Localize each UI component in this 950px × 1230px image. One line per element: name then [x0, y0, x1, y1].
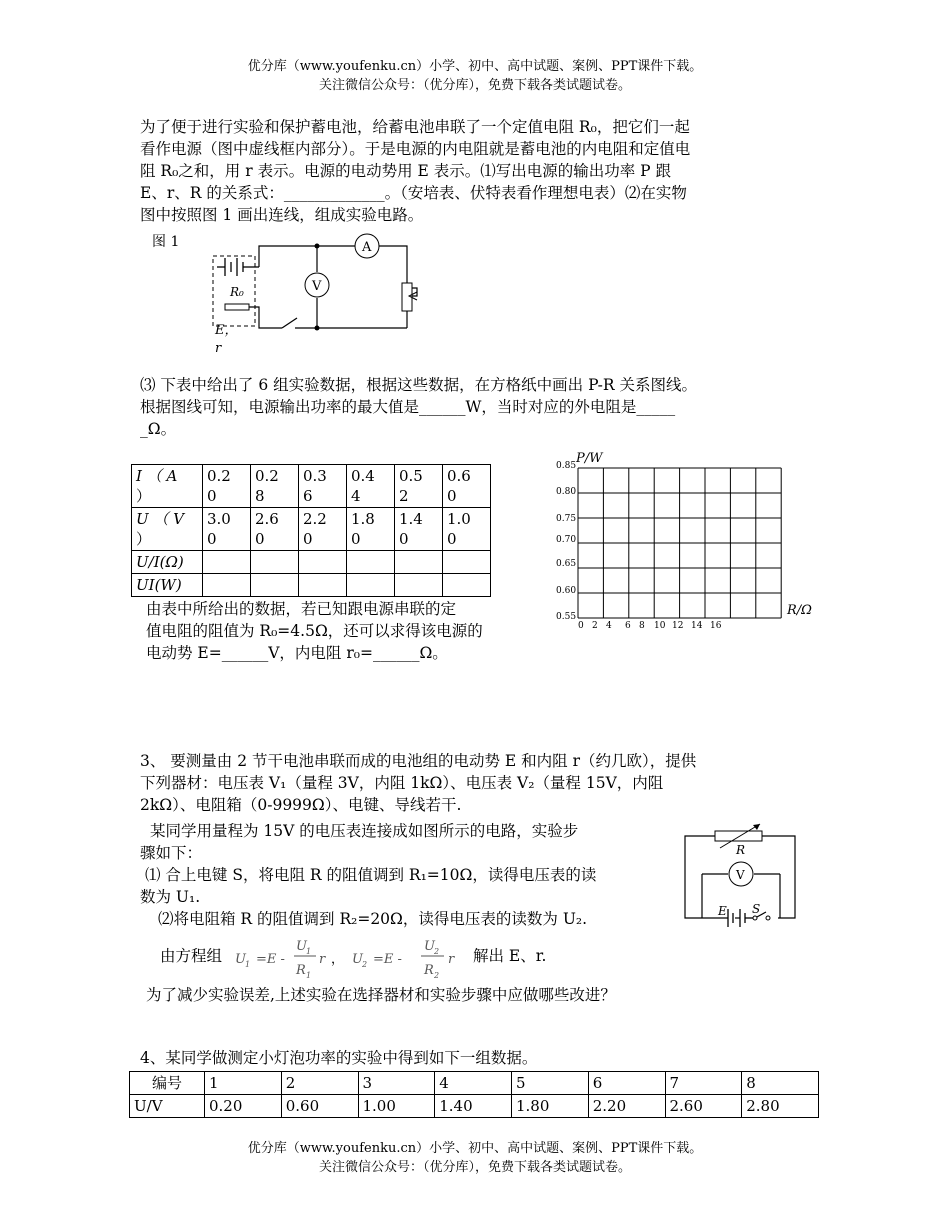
table-header-cell: 6: [588, 1072, 665, 1095]
table-cell: 0.4 4: [347, 465, 395, 508]
svg-text:U: U: [352, 952, 363, 967]
intro-line: E、r、R 的关系式：_____________。（安培表、伏特表看作理想电表）⑵在实物: [140, 184, 687, 202]
table-cell: 0.3 6: [299, 465, 347, 508]
y-tick-label: 0.70: [556, 535, 577, 545]
table-header-cell: 2: [281, 1072, 358, 1095]
x-tick-label: 8: [639, 621, 645, 631]
table-row: [132, 551, 491, 574]
x-tick-label: 12: [672, 621, 684, 631]
r0-resistor-icon: [225, 304, 249, 310]
table-cell: 1.80: [512, 1095, 589, 1118]
table-cell: 0.60: [281, 1095, 358, 1118]
fig2-voltmeter-label: V: [736, 868, 745, 882]
question-3b-text: [140, 750, 820, 816]
data-table-iu: [131, 464, 491, 597]
text-line: 由表中所给出的数据，若已知跟电源串联的定: [146, 600, 457, 618]
x-tick-label: 0: [578, 621, 584, 631]
svg-text:1: 1: [306, 971, 312, 980]
question-3-text: [140, 374, 820, 440]
x-tick-label: 14: [691, 621, 703, 631]
table-cell: 1.00: [358, 1095, 435, 1118]
equation-intro: 由方程组: [160, 947, 223, 965]
table-cell: U/V: [130, 1095, 205, 1118]
table-cell: 1.0 0: [443, 508, 491, 551]
svg-text:=E -: =E -: [256, 952, 285, 967]
q3-line: ⑶ 下表中给出了 6 组实验数据，根据这些数据，在方格纸中画出 P-R 关系图线。: [140, 376, 697, 394]
table-cell: 1.40: [435, 1095, 512, 1118]
x-tick-label: 2: [592, 621, 598, 631]
table-header-cell: 7: [665, 1072, 742, 1095]
table-cell: 3.0 0: [203, 508, 251, 551]
table-header-cell: 4: [435, 1072, 512, 1095]
table-header-cell: 5: [512, 1072, 589, 1095]
equation-solve: 解出 E、r.: [473, 947, 547, 965]
header-line-1: 优分库（www.youfenku.cn）小学、初中、高中试题、案例、PPT课件下载。: [247, 59, 703, 74]
text-line: 下列器材：电压表 V₁（量程 3V，内阻 1kΩ）、电压表 V₂（量程 15V，内阻: [140, 774, 664, 792]
svg-text:2: 2: [362, 960, 368, 969]
y-tick-labels: [556, 461, 576, 622]
svg-text:2: 2: [434, 947, 440, 956]
table-cell: 0.2 0: [203, 465, 251, 508]
svg-text:1: 1: [245, 960, 251, 969]
y-axis-label: P/W: [576, 451, 603, 466]
table-cell: 0.20: [205, 1095, 282, 1118]
table-cell: 2.6 0: [251, 508, 299, 551]
text-line: 3、 要测量由 2 节干电池串联而成的电池组的电动势 E 和内阻 r（约几欧），提供: [140, 752, 697, 770]
svg-text:1: 1: [306, 947, 312, 956]
text-line: 某同学用量程为 15V 的电压表连接成如图所示的电路，实验步: [150, 822, 579, 840]
svg-text:U: U: [235, 952, 246, 967]
battery-icon: [217, 258, 259, 276]
table-header-cell: I （ A ）: [132, 465, 203, 508]
figure-1-circuit: [145, 228, 435, 363]
table-header-cell: UI(W): [132, 574, 203, 597]
figure-2-circuit: [680, 822, 800, 940]
source-e-label: E，: [215, 323, 238, 338]
source-r-label: r: [215, 341, 222, 356]
table-header-cell: 3: [358, 1072, 435, 1095]
lamp-data-table: [129, 1071, 819, 1118]
x-tick-label: 4: [606, 621, 612, 631]
r0-label: R₀: [230, 285, 244, 299]
table-header-cell: U/I(Ω): [132, 551, 203, 574]
intro-line: 看作电源（图中虚线框内部分）。于是电源的内电阻就是蓄电池的内电阻和定值电: [140, 140, 691, 158]
svg-text:2: 2: [434, 971, 440, 980]
x-tick-label: 10: [654, 621, 666, 631]
fig2-battery-icon: [728, 909, 755, 927]
x-tick-label: 6: [625, 621, 631, 631]
table-cell: 2.20: [588, 1095, 665, 1118]
equation-system: [230, 930, 465, 982]
table-cell: 2.60: [665, 1095, 742, 1118]
table-header-row: [130, 1072, 819, 1095]
text-line: 骤如下：: [140, 844, 203, 862]
circuit-wires: [249, 246, 417, 328]
x-axis-label: R/Ω: [787, 603, 812, 618]
footer-line-2: 关注微信公众号：（优分库），免费下载各类试题试卷。: [318, 1160, 631, 1175]
question-4-title: 4、某同学做测定小灯泡功率的实验中得到如下一组数据。: [140, 1049, 538, 1067]
table-cell: 1.4 0: [395, 508, 443, 551]
table-cell: 1.8 0: [347, 508, 395, 551]
table-row: [132, 508, 491, 551]
intro-line: 图中按照图 1 画出连线，组成实验电路。: [140, 206, 424, 224]
x-tick-label: 16: [710, 621, 722, 631]
text-line: 数为 U₁.: [140, 888, 201, 906]
svg-text:r: r: [319, 952, 326, 967]
table-cell: 0.2 8: [251, 465, 299, 508]
table-cell: 0.5 2: [395, 465, 443, 508]
y-tick-label: 0.65: [556, 559, 577, 569]
table-cell: 2.2 0: [299, 508, 347, 551]
after-table-text: [146, 598, 546, 664]
text-line: 电动势 E=______V，内电阻 r₀=______Ω。: [146, 644, 448, 662]
svg-text:，: ，: [331, 952, 345, 967]
question-3b-steps: [140, 820, 670, 930]
y-tick-label: 0.75: [556, 514, 577, 524]
table-row: [132, 574, 491, 597]
question-3b-final: 为了减少实验误差,上述实验在选择器材和实验步骤中应做哪些改进？: [146, 986, 616, 1004]
text-line: ⑵将电阻箱 R 的阻值调到 R₂=20Ω，读得电压表的读数为 U₂.: [158, 910, 588, 928]
voltmeter-label: V: [312, 279, 322, 294]
svg-text:R: R: [296, 963, 306, 978]
x-tick-labels: [578, 621, 722, 631]
intro-paragraph: [140, 116, 820, 226]
table-header-cell: 8: [742, 1072, 819, 1095]
q3-line: _Ω。: [140, 420, 177, 438]
grid-lines: [578, 468, 781, 618]
y-tick-label: 0.80: [556, 487, 577, 497]
table-header-cell: 编号: [130, 1072, 205, 1095]
text-line: 2kΩ）、电阻箱（0-9999Ω）、电键、导线若干.: [140, 796, 462, 814]
ammeter-label: A: [362, 240, 372, 255]
text-line: ⑴ 合上电键 S，将电阻 R 的阻值调到 R₁=10Ω，读得电压表的读: [145, 866, 597, 884]
y-tick-label: 0.60: [556, 586, 577, 596]
svg-text:=E -: =E -: [373, 952, 402, 967]
intro-line: 为了便于进行实验和保护蓄电池，给蓄电池串联了一个定值电阻 R₀，把它们一起: [140, 118, 690, 136]
table-row: [132, 465, 491, 508]
text-line: 值电阻的阻值为 R₀=4.5Ω，还可以求得该电源的: [146, 622, 483, 640]
svg-text:U: U: [424, 939, 435, 954]
table-cell: 0.6 0: [443, 465, 491, 508]
table-row: [130, 1095, 819, 1118]
table-header-cell: 1: [205, 1072, 282, 1095]
q3-line: 根据图线可知，电源输出功率的最大值是______W，当时对应的外电阻是_____: [140, 398, 676, 416]
fig2-r-label: R: [736, 843, 746, 857]
y-tick-label: 0.55: [556, 612, 577, 622]
resistance-box-icon: [715, 831, 762, 841]
fig2-e-label: E: [718, 904, 727, 918]
y-tick-label: 0.85: [556, 461, 577, 471]
svg-text:U: U: [296, 939, 307, 954]
footer-line-1: 优分库（www.youfenku.cn）小学、初中、高中试题、案例、PPT课件下载。: [247, 1141, 703, 1156]
page-footer: [0, 1139, 950, 1177]
page-header: [0, 57, 950, 95]
graph-paper-grid: [548, 448, 818, 633]
fig2-s-label: S: [752, 902, 761, 916]
table-header-cell: U （ V ）: [132, 508, 203, 551]
svg-text:R: R: [424, 963, 434, 978]
figure-1-label: 图 1: [152, 234, 180, 250]
svg-text:r: r: [448, 952, 455, 967]
header-line-2: 关注微信公众号：（优分库），免费下载各类试题试卷。: [318, 78, 631, 93]
table-cell: 2.80: [742, 1095, 819, 1118]
intro-line: 阻 R₀之和，用 r 表示。电源的电动势用 E 表示。⑴写出电源的输出功率 P 跟: [140, 162, 672, 180]
